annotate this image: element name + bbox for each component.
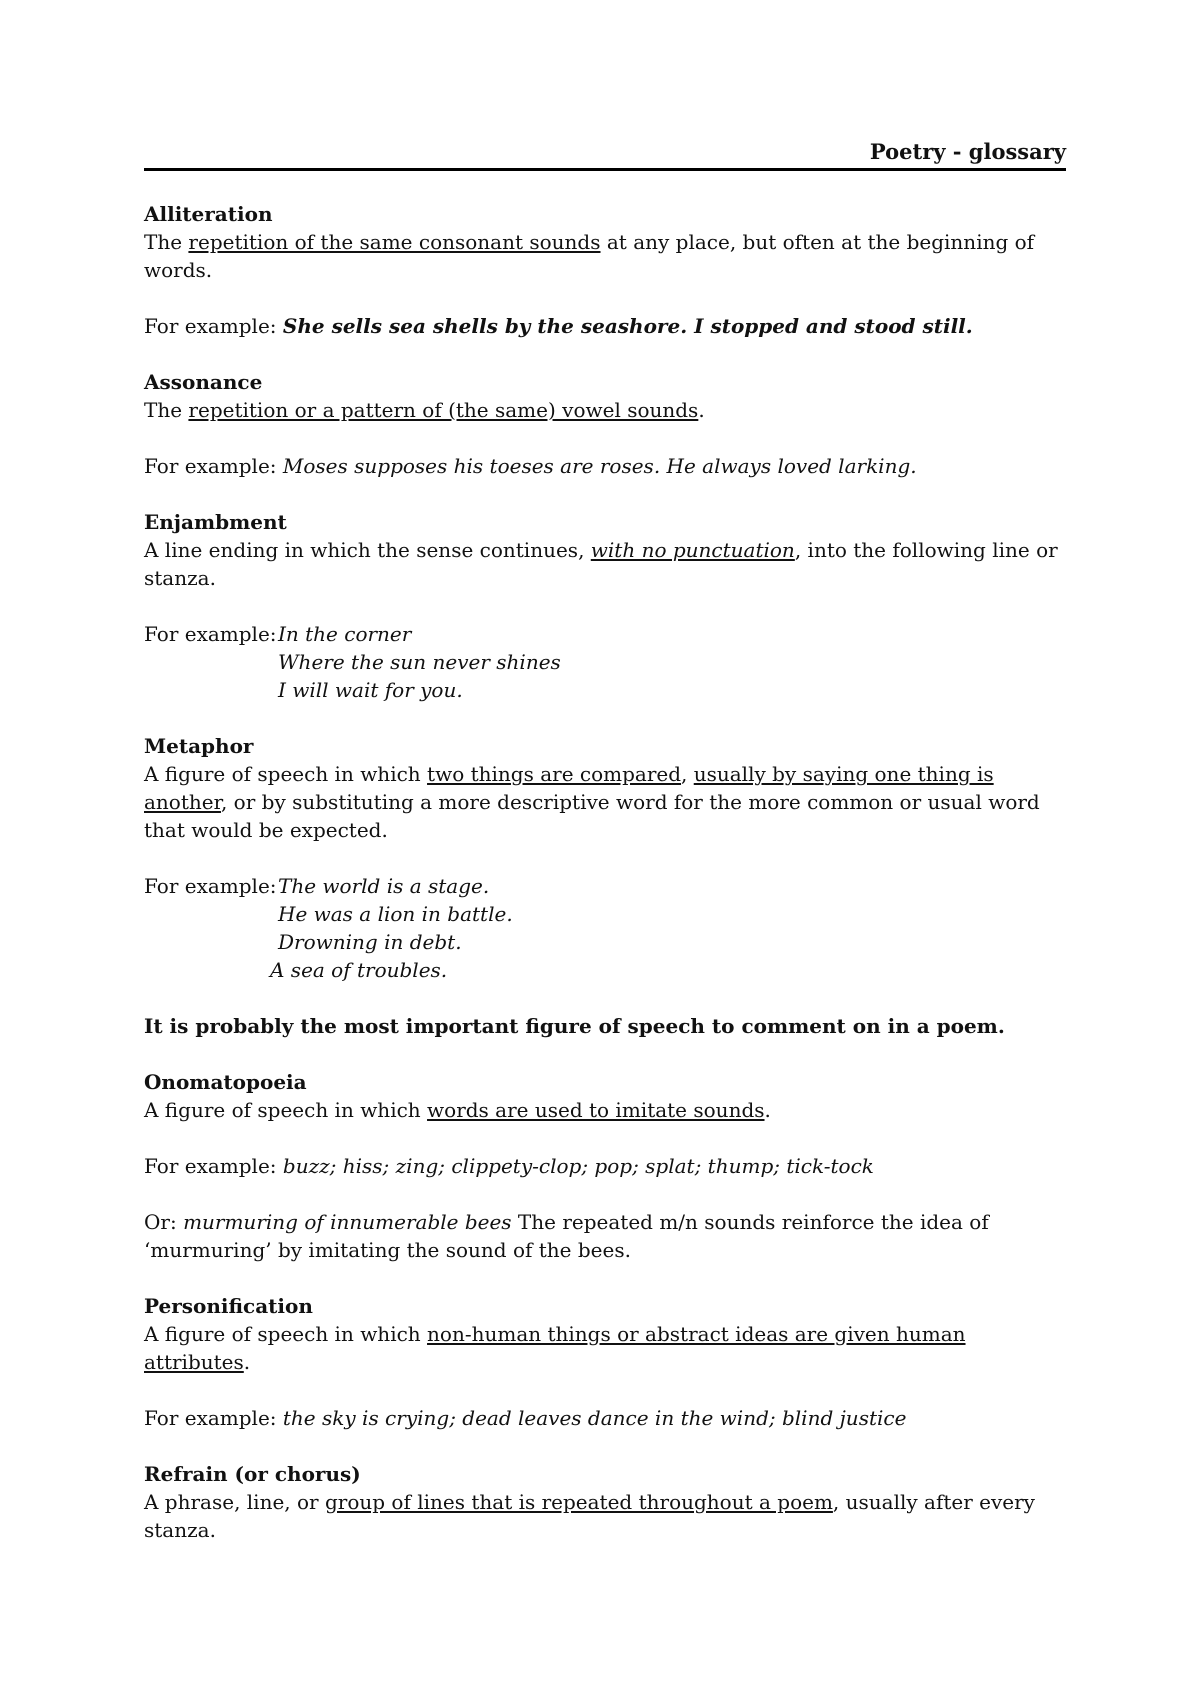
definition-text: A figure of speech in which <box>144 762 428 786</box>
example-alliteration <box>144 312 1066 340</box>
example-label: For example: <box>144 454 283 478</box>
definition-underlined: words are used to imitate sounds <box>427 1098 765 1122</box>
definition-onomatopoeia <box>144 1096 1066 1124</box>
definition-text: , into the following line or stanza. <box>144 538 1058 590</box>
metaphor-note: It is probably the most important figure of speech to comment on in a poem. <box>144 1014 1005 1038</box>
example-assonance <box>144 452 1066 480</box>
example-label: For example: <box>144 622 277 646</box>
example-label: For example: <box>144 314 283 338</box>
definition-text: . <box>698 398 705 422</box>
term-alliteration: Alliteration <box>144 202 273 226</box>
example-label: For example: <box>144 1406 283 1430</box>
term-enjambment: Enjambment <box>144 510 287 534</box>
definition-personification <box>144 1320 1066 1376</box>
definition-text: A phrase, line, or <box>144 1490 325 1514</box>
example-text: Drowning in debt. <box>278 930 462 954</box>
example-text: Where the sun never shines <box>278 650 561 674</box>
example-line <box>144 956 1066 984</box>
example-text: buzz; hiss; zing; clippety-clop; pop; splat; thump; tick-tock <box>282 1154 874 1178</box>
example-label: Or: <box>144 1210 184 1234</box>
term-assonance: Assonance <box>144 370 263 394</box>
definition-enjambment <box>144 536 1066 592</box>
definition-underlined: with no punctuation <box>590 538 795 562</box>
definition-text: A figure of speech in which <box>144 1322 428 1346</box>
example-line <box>144 928 1066 956</box>
glossary-page <box>144 138 1066 1544</box>
term-personification: Personification <box>144 1294 313 1318</box>
definition-refrain <box>144 1488 1066 1544</box>
example-line <box>144 900 1066 928</box>
definition-metaphor <box>144 760 1066 844</box>
definition-assonance <box>144 396 1066 424</box>
definition-underlined: two things are compared <box>427 762 682 786</box>
term-onomatopoeia: Onomatopoeia <box>144 1070 307 1094</box>
example-enjambment <box>144 620 1066 648</box>
example-text: A sea of troubles. <box>270 958 448 982</box>
example-text: She sells sea shells by the seashore. I stopped and stood still. <box>282 314 973 338</box>
example-label: For example: <box>144 874 277 898</box>
definition-text: A line ending in which the sense continues, <box>144 538 591 562</box>
definition-underlined: repetition of the same consonant sounds <box>188 230 601 254</box>
definition-underlined: repetition or a pattern of (the same) vowel sounds <box>188 398 699 422</box>
definition-text: , or by substituting a more descriptive word for the more common or usual word that would be expected. <box>144 790 1040 842</box>
example-personification <box>144 1404 1066 1432</box>
definition-text: The <box>144 230 189 254</box>
example-line: In the corner <box>278 622 412 646</box>
example-line: The world is a stage. <box>278 874 490 898</box>
example-label: For example: <box>144 1154 283 1178</box>
definition-underlined: usually by saying one thing is another <box>144 762 994 814</box>
example-onomatopoeia-or <box>144 1208 1066 1264</box>
definition-text: A figure of speech in which <box>144 1098 428 1122</box>
definition-alliteration <box>144 228 1066 284</box>
example-text: the sky is crying; dead leaves dance in the wind; blind justice <box>282 1406 907 1430</box>
example-line <box>144 676 1066 704</box>
definition-underlined: non-human things or abstract ideas are given human attributes <box>144 1322 966 1374</box>
example-text: I will wait for you. <box>278 678 463 702</box>
example-text: Moses supposes his toeses are roses. He always loved larking. <box>282 454 917 478</box>
definition-text: , usually after every stanza. <box>144 1490 1035 1542</box>
definition-text: . <box>243 1350 251 1374</box>
term-metaphor: Metaphor <box>144 734 254 758</box>
definition-text: , <box>681 762 694 786</box>
definition-text: The <box>144 398 189 422</box>
example-text: murmuring of innumerable bees <box>183 1210 512 1234</box>
definition-text: at any place, but often at the beginning of words. <box>144 230 1035 282</box>
example-explanation: The repeated m/n sounds reinforce the idea of ‘murmuring’ by imitating the sound of the bees. <box>144 1210 989 1262</box>
example-onomatopoeia <box>144 1152 1066 1180</box>
definition-text: . <box>764 1098 771 1122</box>
example-metaphor <box>144 872 1066 900</box>
header-rule <box>144 168 1066 171</box>
definition-underlined: group of lines that is repeated throughout a poem <box>324 1490 833 1514</box>
example-line <box>144 648 1066 676</box>
term-refrain: Refrain (or chorus) <box>144 1462 361 1486</box>
page-title: Poetry - glossary <box>869 139 1066 164</box>
example-text: He was a lion in battle. <box>278 902 513 926</box>
